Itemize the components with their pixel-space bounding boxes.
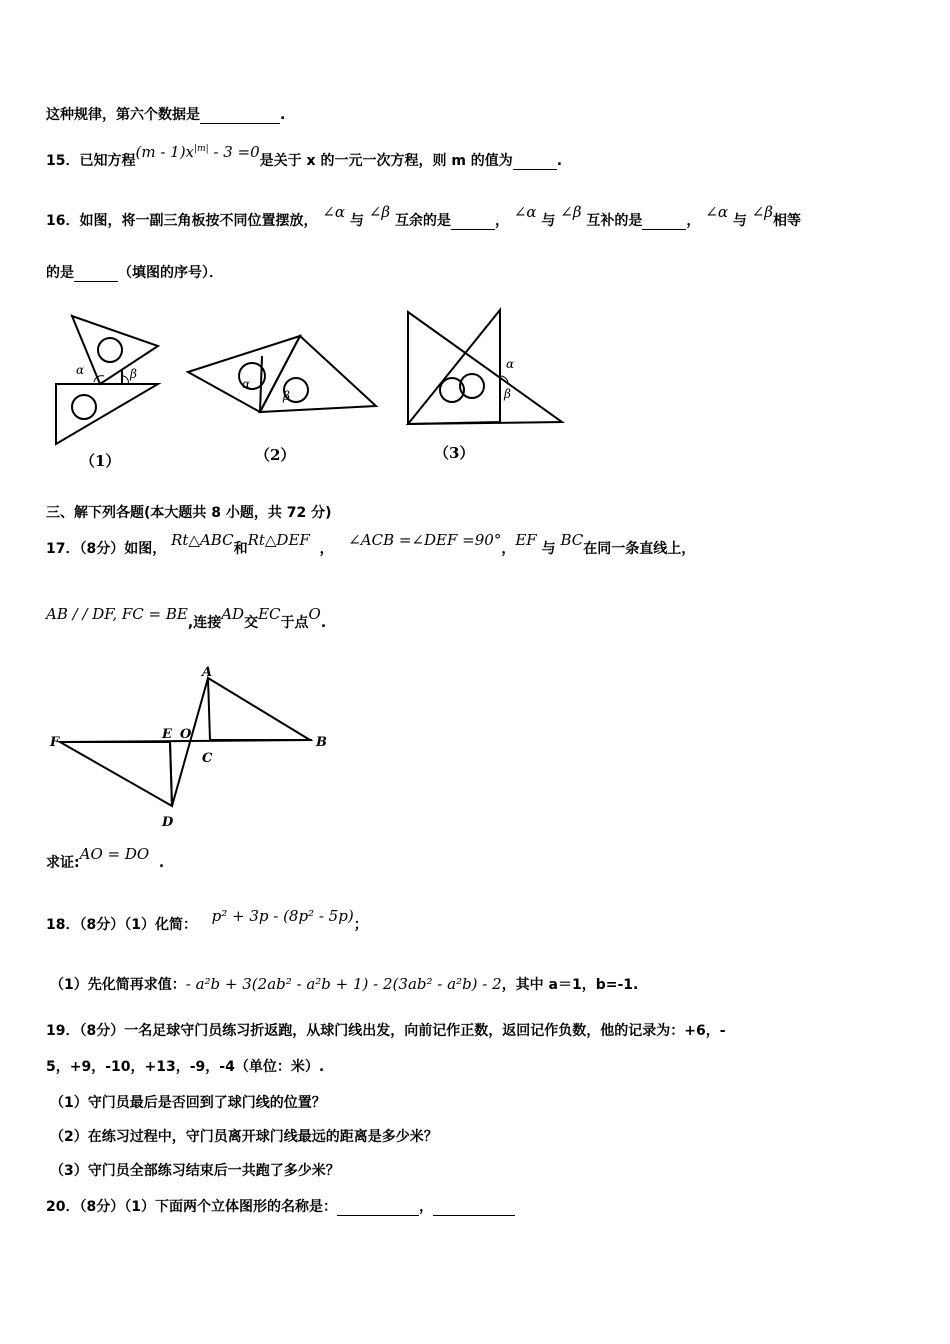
figure-2 bbox=[188, 336, 376, 412]
beta-label: β bbox=[504, 387, 511, 401]
figure-3-label: （3） bbox=[434, 444, 475, 462]
answer-blank bbox=[200, 107, 280, 124]
question-19-sub3: （3）守门员全部练习结束后一共跑了多少米？ bbox=[50, 1163, 340, 1179]
q14-line: 这种规律，第六个数据是 . bbox=[46, 107, 286, 123]
question-20: 20．（8分）（1）下面两个立体图形的名称是： ， bbox=[46, 1196, 515, 1216]
point-C: C bbox=[202, 751, 213, 766]
alpha-label: α bbox=[506, 357, 515, 371]
point-B: B bbox=[316, 735, 327, 750]
figure-1 bbox=[56, 316, 158, 444]
alpha-label: α bbox=[76, 363, 85, 377]
point-A: A bbox=[202, 665, 213, 680]
point-O: O bbox=[180, 727, 192, 742]
answer-blank bbox=[337, 1199, 419, 1216]
point-D: D bbox=[162, 815, 174, 830]
figure-3 bbox=[408, 310, 562, 424]
section-title: 三、解下列各题(本大题共 8 小题，共 72 分) bbox=[46, 505, 332, 521]
question-16: 16．如图，将一副三角板按不同位置摆放， ∠α 与 ∠β 互余的是 ， ∠α 与 ∠β 互补的是 ， ∠α 与 ∠β相等 bbox=[46, 203, 801, 229]
point-F: F bbox=[50, 735, 60, 750]
question-16-line2: 的是 （填图的序号）． bbox=[46, 265, 223, 281]
question-19: 19．（8分）一名足球守门员练习折返跑，从球门线出发，向前记作正数，返回记作负数，他的记录为：+6，- bbox=[46, 1023, 726, 1039]
question-15: 15．已知方程$(m - 1)x^{|m|} - 3 =0$是关于 x 的一元一次方程，则 m 的值为 . bbox=[46, 143, 563, 169]
equation: (m - 1)x bbox=[135, 143, 195, 161]
question-17-line2: AB / / DF, FC = BE,连接AD交EC于点O. bbox=[46, 605, 327, 631]
beta-label: β bbox=[283, 389, 290, 403]
q16-figures bbox=[50, 306, 590, 476]
question-18: 18．（8分）（1）化简： p² + 3p - (8p² - 5p)； bbox=[46, 907, 368, 933]
question-18-part2: （1）先化简再求值：- a²b + 3(2ab² - a²b + 1) - 2(3ab² - a²b) - 2，其中 a＝1，b=-1. bbox=[50, 975, 639, 993]
beta-label: β bbox=[130, 367, 137, 381]
q17-figure bbox=[44, 660, 344, 830]
alpha-label: α bbox=[242, 377, 251, 391]
answer-blank bbox=[513, 153, 557, 170]
figure-2-label: （2） bbox=[255, 446, 296, 464]
answer-blank bbox=[642, 213, 686, 230]
question-19-line2: 5，+9，-10，+13，-9，-4（单位：米）. bbox=[46, 1059, 325, 1075]
figure-1-label: （1） bbox=[80, 452, 121, 470]
question-19-sub1: （1）守门员最后是否回到了球门线的位置？ bbox=[50, 1095, 326, 1111]
answer-blank bbox=[451, 213, 495, 230]
proof-statement: 求证:AO = DO . bbox=[46, 845, 165, 871]
answer-blank bbox=[74, 265, 118, 282]
point-E: E bbox=[162, 727, 172, 742]
question-19-sub2: （2）在练习过程中，守门员离开球门线最远的距离是多少米？ bbox=[50, 1129, 438, 1145]
question-17: 17．（8分）如图， Rt△ABC和Rt△DEF ， ∠ACB =∠DEF =90°，EF 与 BC在同一条直线上， bbox=[46, 531, 696, 557]
answer-blank bbox=[433, 1199, 515, 1216]
